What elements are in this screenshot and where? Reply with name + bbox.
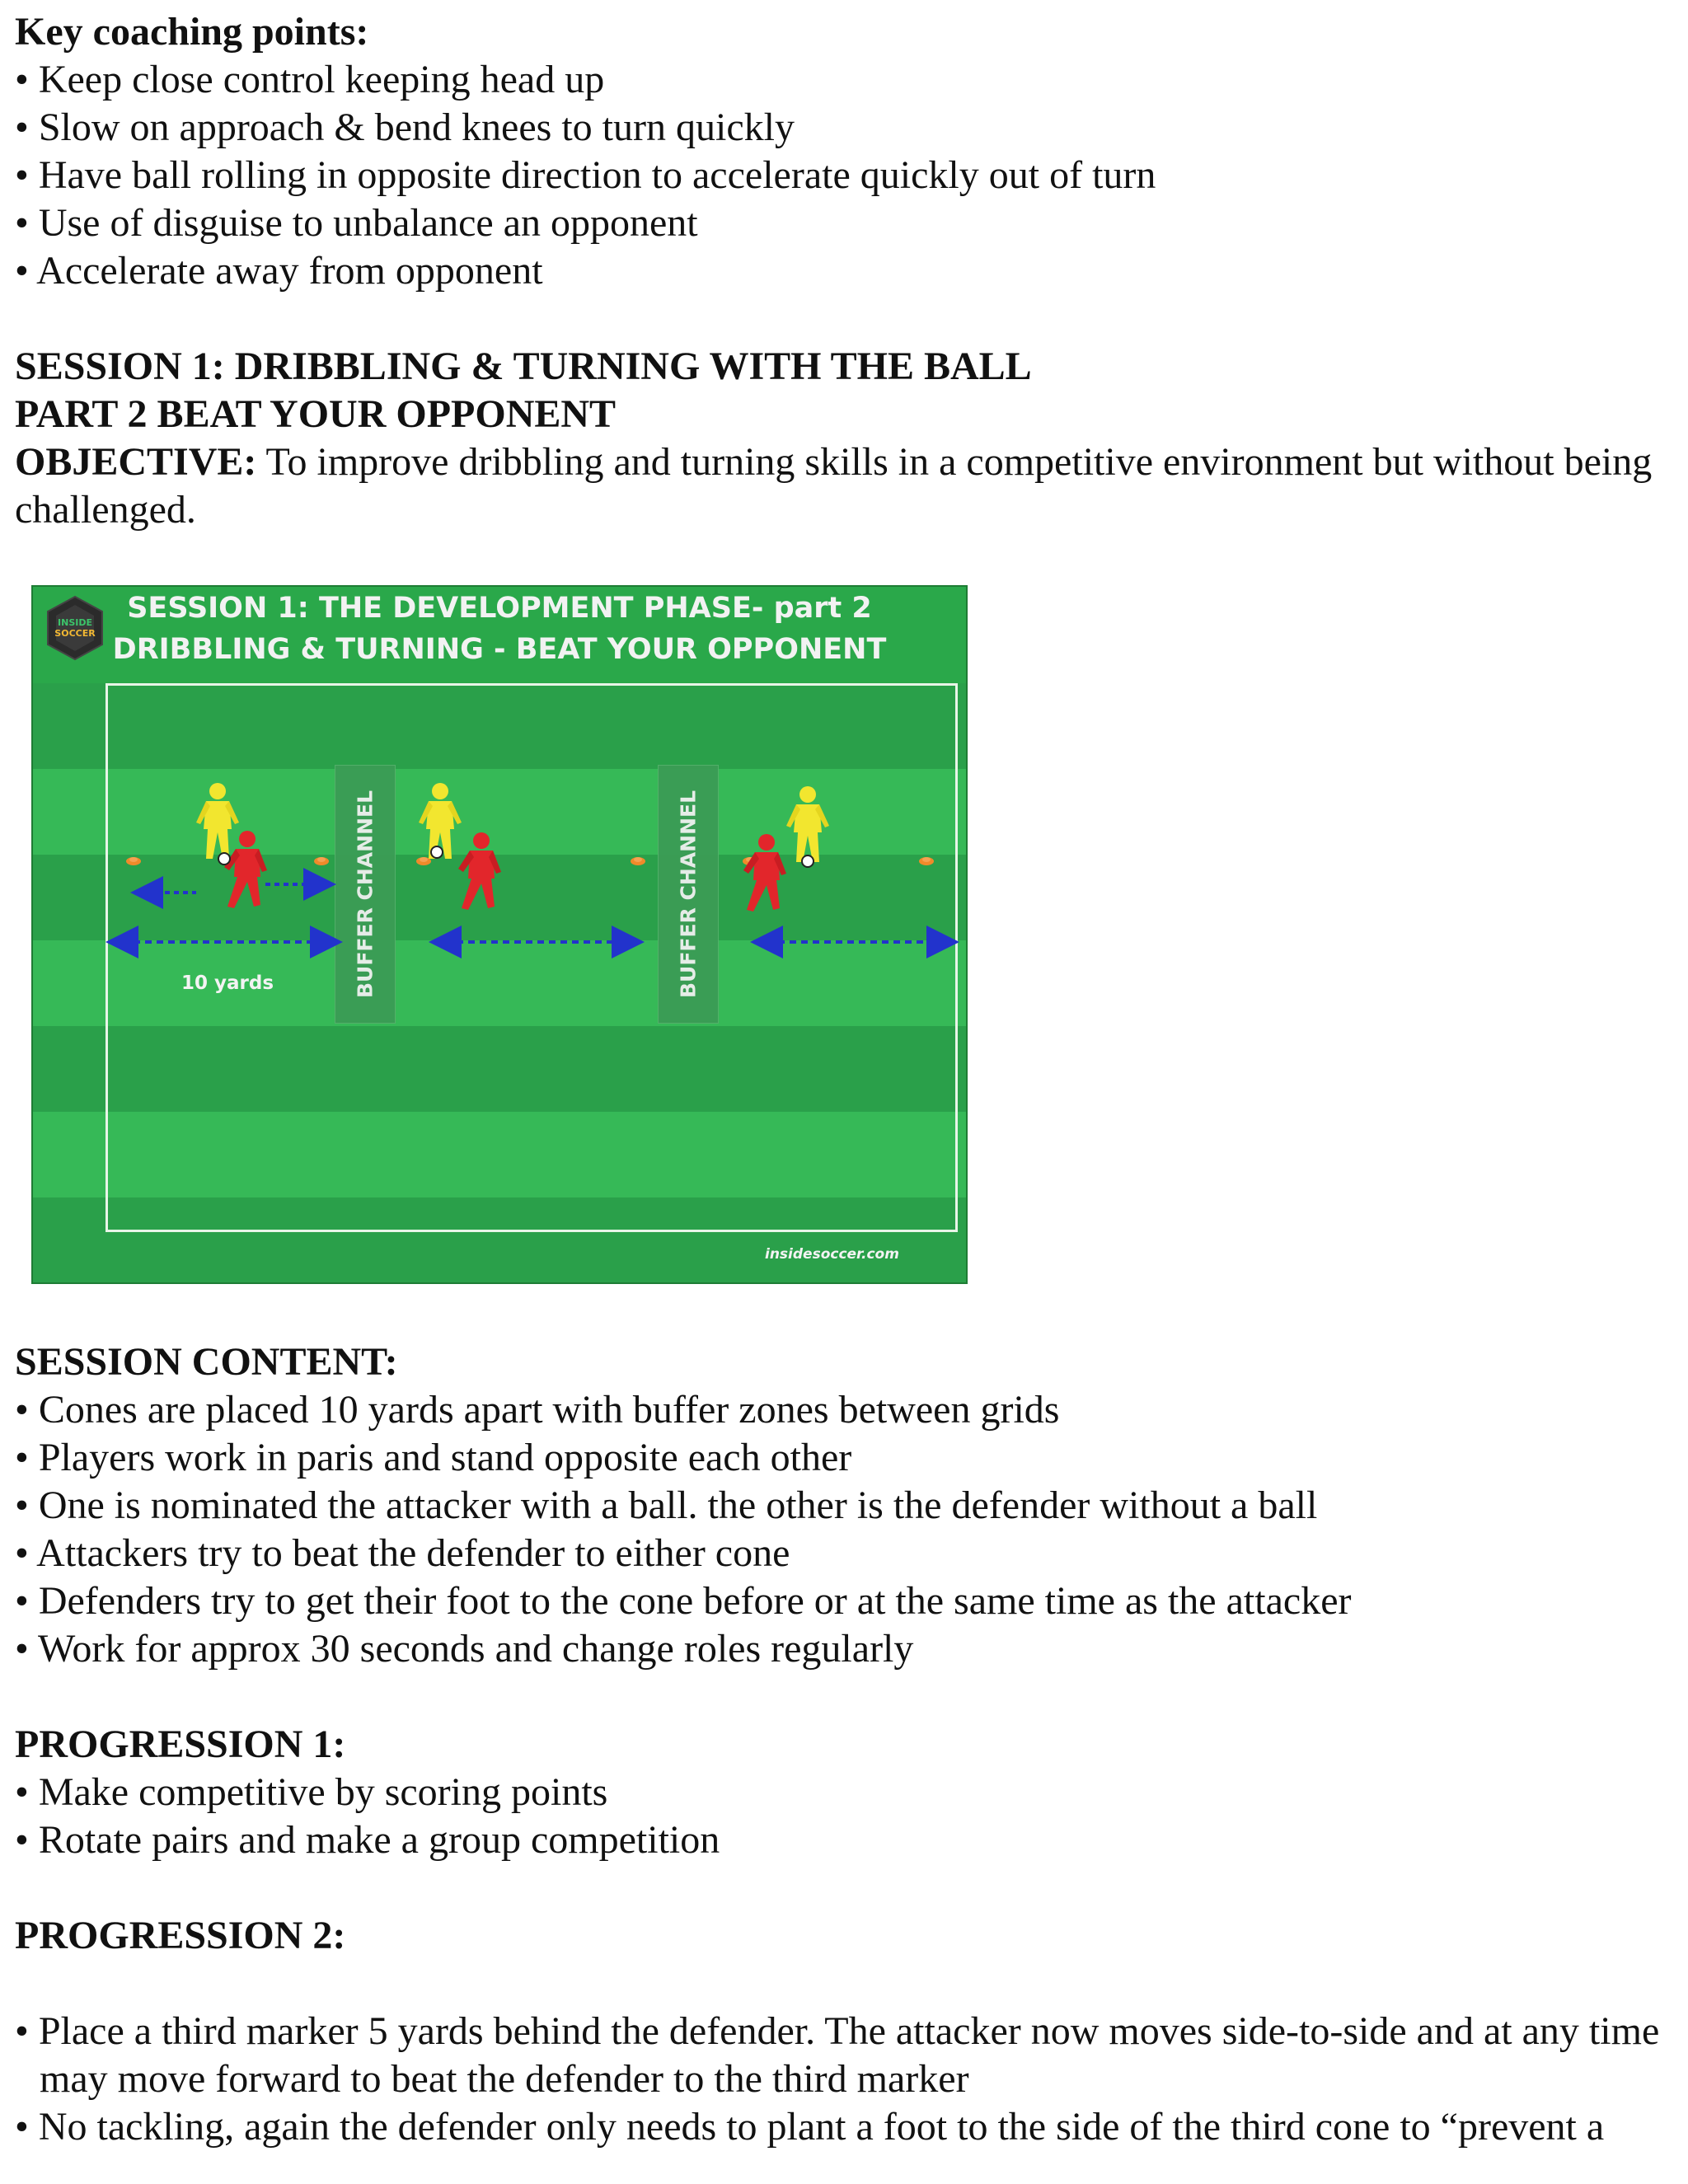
list-item: • Defenders try to get their foot to the cone before or at the same time as the attacker (15, 1577, 1672, 1625)
coaching-heading: Key coaching points: (15, 10, 369, 54)
cone-marker (919, 857, 934, 865)
list-item: • Attackers try to beat the defender to either cone (15, 1530, 1672, 1577)
attacker-player (196, 783, 239, 859)
ball-icon (218, 853, 230, 865)
progression1-list (15, 1769, 1672, 1864)
attacker-player (786, 786, 829, 862)
cone-marker (631, 857, 645, 865)
drill-markings (33, 587, 966, 1282)
progression1-heading: PROGRESSION 1: (15, 1722, 346, 1766)
list-item: • Accelerate away from opponent (15, 247, 1672, 295)
list-item: • Players work in paris and stand opposite each other (15, 1434, 1672, 1482)
ball-icon (802, 855, 814, 867)
buffer-label: BUFFER CHANNEL (353, 790, 377, 999)
list-item: • Keep close control keeping head up (15, 56, 1672, 104)
website-label: insidesoccer.com (765, 1246, 899, 1263)
ball-icon (431, 846, 443, 858)
list-item: • Slow on approach & bend knees to turn quickly (15, 104, 1672, 152)
coaching-list (15, 56, 1672, 295)
progression2-heading: PROGRESSION 2: (15, 1914, 346, 1957)
session-title: SESSION 1: DRIBBLING & TURNING WITH THE BALL (15, 344, 1032, 388)
progression2-list (15, 2008, 1672, 2151)
figure-title-line1: SESSION 1: THE DEVELOPMENT PHASE- part 2 (127, 592, 872, 625)
figure-title-line2: DRIBBLING & TURNING - BEAT YOUR OPPONENT (112, 633, 887, 666)
list-item: • Cones are placed 10 yards apart with buffer zones between grids (15, 1386, 1672, 1434)
list-item: • Rotate pairs and make a group competition (15, 1816, 1672, 1864)
list-item: • Use of disguise to unbalance an opponent (15, 199, 1672, 247)
list-item: • Work for approx 30 seconds and change roles regularly (15, 1625, 1672, 1673)
session-part: PART 2 BEAT YOUR OPPONENT (15, 392, 617, 436)
list-item: • Make competitive by scoring points (15, 1769, 1672, 1816)
cone-marker (126, 857, 141, 865)
session-content-heading: SESSION CONTENT: (15, 1340, 398, 1384)
objective-label: OBJECTIVE: (15, 440, 257, 484)
yards-label: 10 yards (181, 972, 274, 994)
list-item: • No tackling, again the defender only needs to plant a foot to the side of the third cone to “prevent a (15, 2103, 1672, 2151)
document-page (15, 8, 1672, 2151)
objective-paragraph (15, 438, 1672, 534)
session-content-list (15, 1386, 1672, 1673)
list-item: • Place a third marker 5 yards behind the defender. The attacker now moves side-to-side and at any time may move forward to beat the defender to the third marker (15, 2008, 1672, 2103)
logo-text-2: SOCCER (54, 628, 96, 639)
list-item: • Have ball rolling in opposite direction to accelerate quickly out of turn (15, 152, 1672, 199)
defender-player (224, 831, 267, 908)
list-item: • One is nominated the attacker with a ball. the other is the defender without a ball (15, 1482, 1672, 1530)
objective-text: To improve dribbling and turning skills in a competitive environment but without being challenged. (15, 440, 1653, 532)
defender-player (458, 832, 501, 910)
cone-marker (314, 857, 329, 865)
defender-player (743, 834, 786, 912)
buffer-label: BUFFER CHANNEL (676, 790, 701, 999)
drill-diagram (31, 585, 968, 1284)
logo-text-1: INSIDE (58, 617, 92, 628)
